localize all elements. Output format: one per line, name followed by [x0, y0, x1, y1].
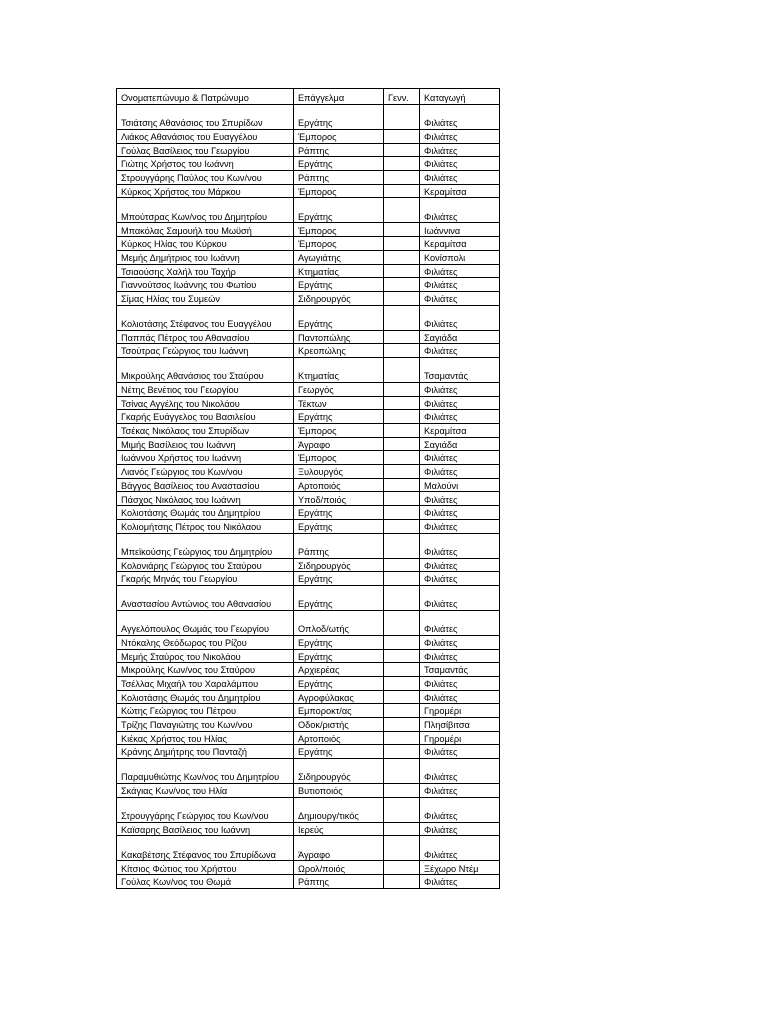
- spreadsheet-page: [116, 88, 499, 889]
- cell-birth-year: [384, 198, 420, 223]
- cell-name: Κολονιάρης Γεώργιος του Σταύρου: [117, 558, 294, 572]
- cell-occupation: Εργάτης: [294, 676, 384, 690]
- table-row: [117, 410, 500, 424]
- table-row: [117, 291, 500, 305]
- header-origin: Καταγωγή: [420, 89, 500, 105]
- cell-origin: Φιλιάτες: [420, 585, 500, 610]
- cell-name: Κιέκας Χρήστος του Ηλίας: [117, 731, 294, 745]
- cell-origin: Φιλιάτες: [420, 558, 500, 572]
- cell-origin: Φιλιάτες: [420, 649, 500, 663]
- cell-occupation: Εργάτης: [294, 519, 384, 533]
- cell-origin: Τσαμαντάς: [420, 663, 500, 677]
- cell-name: Αναστασίου Αντώνιος του Αθανασίου: [117, 585, 294, 610]
- cell-occupation: Ιερεύς: [294, 822, 384, 836]
- table-row: [117, 506, 500, 520]
- table-row: [117, 396, 500, 410]
- cell-name: Κύρκος Ηλίας του Κύρκου: [117, 237, 294, 251]
- cell-name: Κράνης Δημήτρης του Πανταζή: [117, 745, 294, 759]
- table-row: [117, 718, 500, 732]
- cell-name: Μπεϊκούσης Γεώργιος του Δημητρίου: [117, 533, 294, 558]
- table-row: [117, 237, 500, 251]
- cell-name: Αγγελόπουλος Θωμάς του Γεωργίου: [117, 610, 294, 635]
- table-row: [117, 759, 500, 784]
- cell-birth-year: [384, 519, 420, 533]
- cell-birth-year: [384, 572, 420, 586]
- cell-origin: Σαγιάδα: [420, 330, 500, 344]
- cell-origin: Φιλιάτες: [420, 278, 500, 292]
- cell-name: Παππάς Πέτρος του Αθανασίου: [117, 330, 294, 344]
- cell-name: Τσιαούσης Χαλήλ του Ταχήρ: [117, 264, 294, 278]
- cell-occupation: Τέκτων: [294, 396, 384, 410]
- cell-birth-year: [384, 305, 420, 330]
- cell-birth-year: [384, 105, 420, 130]
- cell-birth-year: [384, 396, 420, 410]
- cell-birth-year: [384, 451, 420, 465]
- cell-birth-year: [384, 822, 420, 836]
- cell-birth-year: [384, 506, 420, 520]
- table-row: [117, 250, 500, 264]
- cell-birth-year: [384, 718, 420, 732]
- cell-occupation: Σιδηρουργός: [294, 759, 384, 784]
- cell-occupation: Αρχιερέας: [294, 663, 384, 677]
- cell-occupation: Εργάτης: [294, 649, 384, 663]
- cell-name: Γιώτης Χρήστος του Ιωάννη: [117, 157, 294, 171]
- cell-origin: Μαλούνι: [420, 478, 500, 492]
- cell-occupation: Εργάτης: [294, 105, 384, 130]
- cell-origin: Φιλιάτες: [420, 745, 500, 759]
- cell-occupation: Έμπορος: [294, 223, 384, 237]
- cell-occupation: Αγροφύλακας: [294, 690, 384, 704]
- cell-birth-year: [384, 424, 420, 438]
- cell-occupation: Έμπορος: [294, 184, 384, 198]
- cell-name: Κίτσιος Φώτιος του Χρήστου: [117, 861, 294, 875]
- cell-occupation: Έμπορος: [294, 130, 384, 144]
- cell-name: Κολιοτάσης Θωμάς του Δημητρίου: [117, 506, 294, 520]
- cell-name: Ιωάννου Χρήστος του Ιωάννη: [117, 451, 294, 465]
- cell-birth-year: [384, 676, 420, 690]
- cell-origin: Φιλιάτες: [420, 198, 500, 223]
- cell-occupation: Παντοπώλης: [294, 330, 384, 344]
- cell-origin: Κεραμίτσα: [420, 184, 500, 198]
- cell-origin: Φιλιάτες: [420, 759, 500, 784]
- cell-name: Κώτης Γεώργιος του Πέτρου: [117, 704, 294, 718]
- cell-occupation: Έμπορος: [294, 237, 384, 251]
- cell-occupation: Βυτιοποιός: [294, 784, 384, 798]
- cell-origin: Κεραμίτσα: [420, 424, 500, 438]
- table-row: [117, 424, 500, 438]
- cell-origin: Φιλιάτες: [420, 382, 500, 396]
- table-row: [117, 184, 500, 198]
- cell-occupation: Ράπτης: [294, 533, 384, 558]
- cell-name: Στρουγγάρης Παύλος του Κων/νου: [117, 171, 294, 185]
- cell-origin: Φιλιάτες: [420, 492, 500, 506]
- cell-birth-year: [384, 157, 420, 171]
- cell-occupation: Κτηματίας: [294, 264, 384, 278]
- table-row: [117, 822, 500, 836]
- table-row: [117, 745, 500, 759]
- cell-origin: Φιλιάτες: [420, 875, 500, 889]
- cell-origin: Φιλιάτες: [420, 506, 500, 520]
- cell-name: Κολιοτάσης Στέφανος του Ευαγγέλου: [117, 305, 294, 330]
- table-row: [117, 465, 500, 479]
- cell-origin: Γηρομέρι: [420, 704, 500, 718]
- table-row: [117, 330, 500, 344]
- table-body: [117, 89, 500, 889]
- cell-name: Νέτης Βενέτιος του Γεωργίου: [117, 382, 294, 396]
- cell-occupation: Ράπτης: [294, 143, 384, 157]
- cell-name: Κολιοτάσης Θωμάς του Δημητρίου: [117, 690, 294, 704]
- table-row: [117, 171, 500, 185]
- cell-name: Λιανός Γεώργιος του Κων/νου: [117, 465, 294, 479]
- cell-occupation: Σιδηρουργός: [294, 291, 384, 305]
- header-name: Ονοματεπώνυμο & Πατρώνυμο: [117, 89, 294, 105]
- table-row: [117, 558, 500, 572]
- cell-occupation: Υποδ/ποιός: [294, 492, 384, 506]
- cell-birth-year: [384, 143, 420, 157]
- table-header-row: [117, 89, 500, 105]
- table-row: [117, 663, 500, 677]
- cell-birth-year: [384, 410, 420, 424]
- table-row: [117, 533, 500, 558]
- cell-occupation: Εργάτης: [294, 198, 384, 223]
- cell-name: Μιμής Βασίλειος του Ιωάννη: [117, 437, 294, 451]
- header-birth-year: Γενν.: [384, 89, 420, 105]
- header-occupation: Επάγγελμα: [294, 89, 384, 105]
- cell-occupation: Αγωγιάτης: [294, 250, 384, 264]
- cell-birth-year: [384, 663, 420, 677]
- cell-name: Κύρκος Χρήστος του Μάρκου: [117, 184, 294, 198]
- cell-occupation: Ράπτης: [294, 171, 384, 185]
- cell-origin: Φιλιάτες: [420, 635, 500, 649]
- cell-origin: Φιλιάτες: [420, 291, 500, 305]
- cell-name: Γκαρής Ευάγγελος του Βασιλείου: [117, 410, 294, 424]
- cell-birth-year: [384, 223, 420, 237]
- table-row: [117, 492, 500, 506]
- table-row: [117, 478, 500, 492]
- cell-origin: Γηρομέρι: [420, 731, 500, 745]
- table-row: [117, 875, 500, 889]
- cell-birth-year: [384, 330, 420, 344]
- cell-birth-year: [384, 797, 420, 822]
- cell-origin: Φιλιάτες: [420, 465, 500, 479]
- table-row: [117, 105, 500, 130]
- cell-name: Τρίζης Παναγιώτης του Κων/νου: [117, 718, 294, 732]
- table-row: [117, 198, 500, 223]
- table-row: [117, 690, 500, 704]
- cell-occupation: Άγραφο: [294, 437, 384, 451]
- cell-birth-year: [384, 585, 420, 610]
- cell-origin: Σαγιάδα: [420, 437, 500, 451]
- cell-name: Παραμυθιώτης Κων/νος του Δημητρίου: [117, 759, 294, 784]
- cell-birth-year: [384, 492, 420, 506]
- residents-table: [116, 88, 500, 889]
- cell-birth-year: [384, 291, 420, 305]
- table-row: [117, 305, 500, 330]
- cell-birth-year: [384, 478, 420, 492]
- cell-name: Τσούτρας Γεώργιος του Ιωάννη: [117, 344, 294, 358]
- cell-occupation: Ξυλουργός: [294, 465, 384, 479]
- cell-birth-year: [384, 759, 420, 784]
- cell-birth-year: [384, 250, 420, 264]
- cell-occupation: Εργάτης: [294, 585, 384, 610]
- cell-birth-year: [384, 237, 420, 251]
- cell-name: Τσίνας Αγγέλης του Νικολάου: [117, 396, 294, 410]
- table-row: [117, 676, 500, 690]
- table-row: [117, 784, 500, 798]
- table-row: [117, 861, 500, 875]
- cell-birth-year: [384, 690, 420, 704]
- cell-origin: Φιλιάτες: [420, 784, 500, 798]
- cell-origin: Φιλιάτες: [420, 451, 500, 465]
- cell-name: Μεμής Σταύρος του Νικολάου: [117, 649, 294, 663]
- cell-occupation: Εργάτης: [294, 745, 384, 759]
- table-row: [117, 572, 500, 586]
- cell-birth-year: [384, 278, 420, 292]
- cell-occupation: Εργάτης: [294, 157, 384, 171]
- cell-birth-year: [384, 731, 420, 745]
- cell-origin: Κεραμίτσα: [420, 237, 500, 251]
- cell-origin: Φιλιάτες: [420, 690, 500, 704]
- cell-birth-year: [384, 745, 420, 759]
- cell-name: Λιάκος Αθανάσιος του Ευαγγέλου: [117, 130, 294, 144]
- cell-origin: Φιλιάτες: [420, 797, 500, 822]
- cell-birth-year: [384, 357, 420, 382]
- cell-origin: Φιλιάτες: [420, 344, 500, 358]
- cell-birth-year: [384, 533, 420, 558]
- table-row: [117, 143, 500, 157]
- cell-occupation: Γεωργός: [294, 382, 384, 396]
- cell-birth-year: [384, 184, 420, 198]
- table-row: [117, 278, 500, 292]
- cell-birth-year: [384, 344, 420, 358]
- cell-occupation: Κρεοπώλης: [294, 344, 384, 358]
- cell-occupation: Οπλοδ/ωτής: [294, 610, 384, 635]
- cell-birth-year: [384, 264, 420, 278]
- cell-name: Κακαβέτσης Στέφανος του Σπυρίδωνα: [117, 836, 294, 861]
- cell-name: Γιαννούτσος Ιωάννης του Φωτίου: [117, 278, 294, 292]
- table-row: [117, 610, 500, 635]
- table-row: [117, 585, 500, 610]
- table-row: [117, 649, 500, 663]
- cell-birth-year: [384, 558, 420, 572]
- cell-origin: Φιλιάτες: [420, 396, 500, 410]
- cell-origin: Φιλιάτες: [420, 410, 500, 424]
- cell-origin: Φιλιάτες: [420, 171, 500, 185]
- cell-birth-year: [384, 610, 420, 635]
- cell-occupation: Δημιουργ/τικός: [294, 797, 384, 822]
- cell-occupation: Εργάτης: [294, 410, 384, 424]
- cell-occupation: Άγραφο: [294, 836, 384, 861]
- cell-name: Μεμής Δημήτριος του Ιωάννη: [117, 250, 294, 264]
- cell-name: Τσέκας Νικόλαος του Σπυρίδων: [117, 424, 294, 438]
- cell-origin: Φιλιάτες: [420, 610, 500, 635]
- cell-occupation: Ράπτης: [294, 875, 384, 889]
- cell-occupation: Εργάτης: [294, 506, 384, 520]
- cell-occupation: Ωρολ/ποιός: [294, 861, 384, 875]
- cell-origin: Φιλιάτες: [420, 305, 500, 330]
- cell-name: Βάγγος Βασίλειος του Αναστασίου: [117, 478, 294, 492]
- table-row: [117, 264, 500, 278]
- cell-origin: Ξέχωρο Ντέμ: [420, 861, 500, 875]
- cell-occupation: Εργάτης: [294, 635, 384, 649]
- cell-name: Τσιάτσης Αθανάσιος του Σπυρίδων: [117, 105, 294, 130]
- cell-birth-year: [384, 649, 420, 663]
- table-row: [117, 635, 500, 649]
- cell-birth-year: [384, 704, 420, 718]
- cell-occupation: Κτηματίας: [294, 357, 384, 382]
- cell-occupation: Αρτοποιός: [294, 478, 384, 492]
- cell-name: Καϊσαρης Βασίλειος του Ιωάννη: [117, 822, 294, 836]
- cell-name: Γούλας Κων/νος του Θωμά: [117, 875, 294, 889]
- cell-occupation: Αρτοποιός: [294, 731, 384, 745]
- cell-name: Σίμας Ηλίας του Συμεών: [117, 291, 294, 305]
- cell-origin: Φιλιάτες: [420, 836, 500, 861]
- cell-birth-year: [384, 784, 420, 798]
- cell-origin: Φιλιάτες: [420, 676, 500, 690]
- cell-name: Κολιομήτσης Πέτρος του Νικόλαου: [117, 519, 294, 533]
- cell-name: Σκάγιας Κων/νος του Ηλία: [117, 784, 294, 798]
- cell-name: Μικρούλης Κων/νος του Σταύρου: [117, 663, 294, 677]
- cell-birth-year: [384, 382, 420, 396]
- cell-occupation: Έμπορος: [294, 451, 384, 465]
- cell-name: Ντόκαλης Θεόδωρος του Ρίζου: [117, 635, 294, 649]
- table-row: [117, 130, 500, 144]
- cell-birth-year: [384, 836, 420, 861]
- table-row: [117, 157, 500, 171]
- cell-name: Στρουγγάρης Γεώργιος του Κων/νου: [117, 797, 294, 822]
- table-row: [117, 382, 500, 396]
- cell-birth-year: [384, 171, 420, 185]
- cell-birth-year: [384, 437, 420, 451]
- cell-origin: Φιλιάτες: [420, 264, 500, 278]
- table-row: [117, 437, 500, 451]
- cell-origin: Φιλιάτες: [420, 519, 500, 533]
- cell-origin: Τσαμαντάς: [420, 357, 500, 382]
- cell-name: Τσέλλας Μιχαήλ του Χαραλάμπου: [117, 676, 294, 690]
- cell-origin: Ιωάννινα: [420, 223, 500, 237]
- table-row: [117, 357, 500, 382]
- table-row: [117, 223, 500, 237]
- table-row: [117, 836, 500, 861]
- cell-occupation: Έμπορος: [294, 424, 384, 438]
- table-row: [117, 519, 500, 533]
- cell-occupation: Οδοκ/ριστής: [294, 718, 384, 732]
- table-row: [117, 704, 500, 718]
- cell-origin: Φιλιάτες: [420, 822, 500, 836]
- cell-occupation: Εμποροκτ/ας: [294, 704, 384, 718]
- cell-birth-year: [384, 130, 420, 144]
- cell-name: Γούλας Βασίλειος του Γεωργίου: [117, 143, 294, 157]
- table-row: [117, 731, 500, 745]
- cell-origin: Φιλιάτες: [420, 572, 500, 586]
- cell-birth-year: [384, 861, 420, 875]
- cell-birth-year: [384, 875, 420, 889]
- cell-origin: Φιλιάτες: [420, 105, 500, 130]
- cell-origin: Φιλιάτες: [420, 533, 500, 558]
- cell-origin: Κονίσπολι: [420, 250, 500, 264]
- cell-occupation: Σιδηρουργός: [294, 558, 384, 572]
- cell-occupation: Εργάτης: [294, 305, 384, 330]
- cell-occupation: Εργάτης: [294, 572, 384, 586]
- cell-name: Πάσχος Νικόλαος του Ιωάννη: [117, 492, 294, 506]
- cell-origin: Φιλιάτες: [420, 143, 500, 157]
- cell-origin: Φιλιάτες: [420, 157, 500, 171]
- cell-birth-year: [384, 465, 420, 479]
- cell-name: Γκαρής Μηνάς του Γεωργίου: [117, 572, 294, 586]
- cell-name: Μπακόλας Σαμουήλ του Μωϋσή: [117, 223, 294, 237]
- cell-origin: Πλησίβιτσα: [420, 718, 500, 732]
- cell-birth-year: [384, 635, 420, 649]
- cell-origin: Φιλιάτες: [420, 130, 500, 144]
- table-row: [117, 797, 500, 822]
- cell-name: Μικρούλης Αθανάσιος του Σταύρου: [117, 357, 294, 382]
- cell-name: Μπούτσρας Κων/νος του Δημητρίου: [117, 198, 294, 223]
- cell-occupation: Εργάτης: [294, 278, 384, 292]
- table-row: [117, 451, 500, 465]
- table-row: [117, 344, 500, 358]
